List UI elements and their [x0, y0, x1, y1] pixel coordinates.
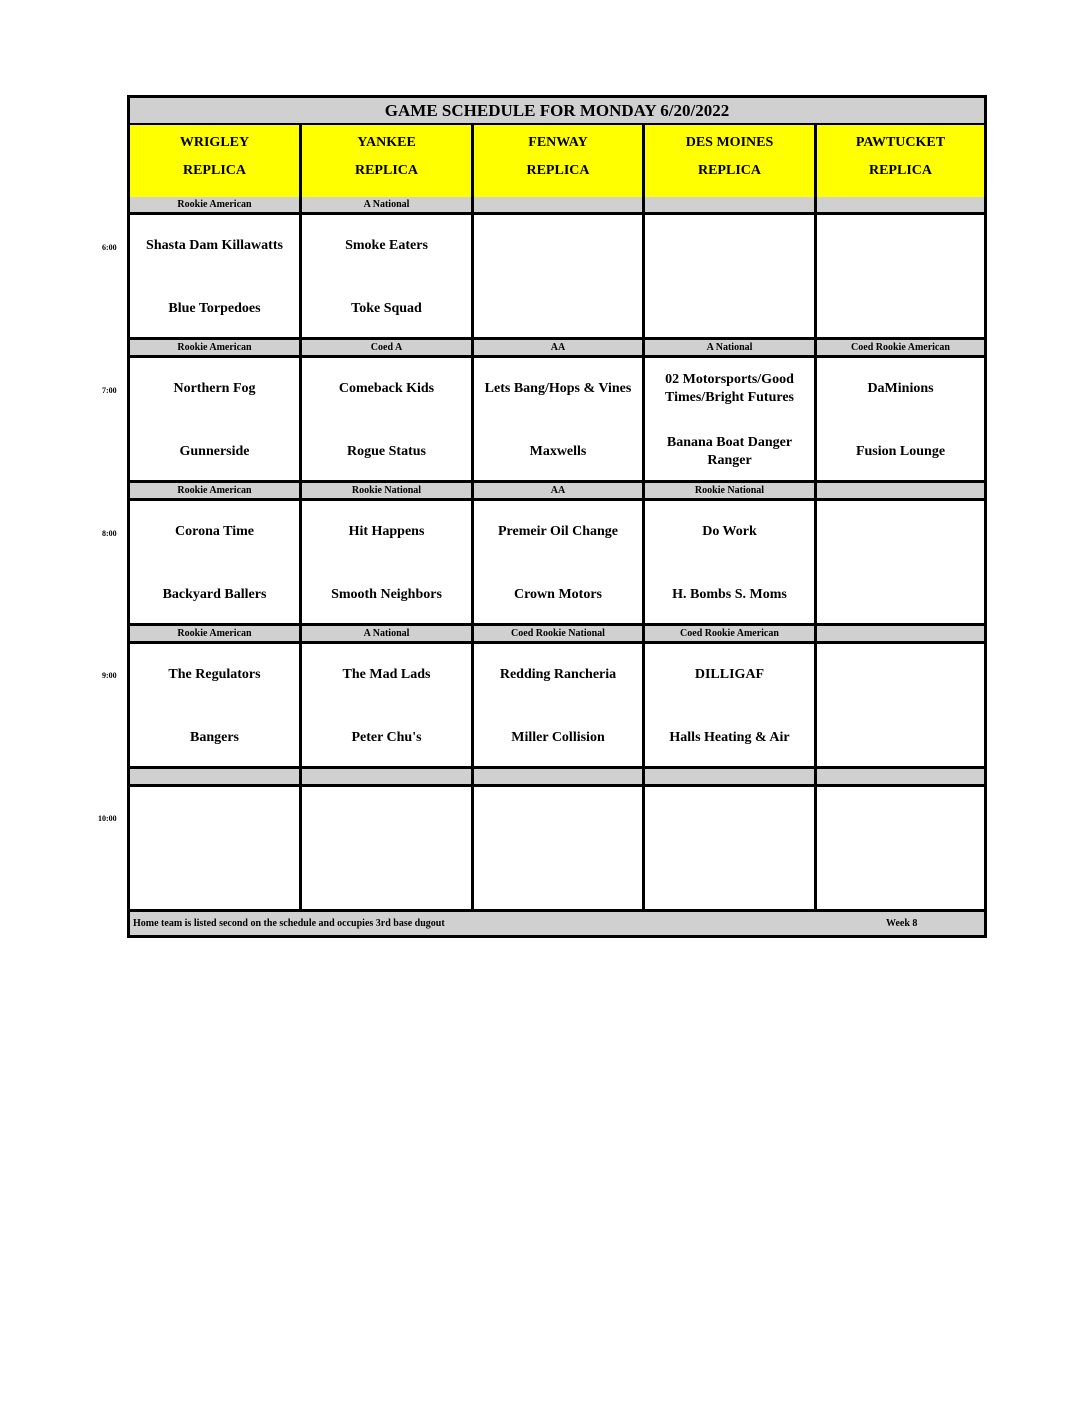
- division-label: Rookie National: [302, 483, 471, 501]
- week-label: Week 8: [886, 918, 918, 929]
- division-label: A National: [302, 197, 471, 215]
- division-label: AA: [474, 483, 642, 501]
- division-label: [474, 197, 642, 215]
- game-cell: [302, 215, 471, 340]
- away-team: The Mad Lads: [342, 667, 431, 682]
- division-label: [817, 626, 984, 644]
- away-team: Northern Fog: [173, 381, 256, 396]
- game-cell: [474, 644, 642, 769]
- home-team: Smooth Neighbors: [331, 587, 442, 602]
- game-cell: [645, 644, 814, 769]
- field-subtitle: REPLICA: [526, 163, 590, 178]
- game-cell: [645, 215, 814, 340]
- home-team: Fusion Lounge: [855, 444, 946, 459]
- field-header-0: [130, 125, 299, 199]
- field-header-2: [474, 125, 642, 199]
- game-cell: [817, 215, 984, 340]
- field-name: DES MOINES: [685, 135, 774, 150]
- game-cell: [302, 787, 471, 912]
- game-cell: [645, 501, 814, 626]
- away-team: Comeback Kids: [338, 381, 435, 396]
- field-header-4: [817, 125, 984, 199]
- game-cell: [474, 215, 642, 340]
- field-subtitle: REPLICA: [868, 163, 932, 178]
- division-label: [817, 769, 984, 787]
- field-subtitle: REPLICA: [697, 163, 761, 178]
- home-team: [817, 718, 984, 758]
- division-label: Rookie American: [130, 483, 299, 501]
- away-team: [474, 226, 642, 266]
- game-cell: [302, 501, 471, 626]
- away-team: The Regulators: [168, 667, 261, 682]
- away-team: Do Work: [702, 524, 757, 539]
- division-label: [130, 769, 299, 787]
- home-team: Bangers: [190, 730, 239, 745]
- home-team: [130, 861, 299, 901]
- division-label: Coed Rookie American: [645, 626, 814, 644]
- field-subtitle: REPLICA: [354, 163, 418, 178]
- division-label: Rookie National: [645, 483, 814, 501]
- time-label: 10:00: [98, 814, 117, 823]
- game-cell: [130, 787, 299, 912]
- schedule-table: [127, 95, 987, 938]
- home-team: [645, 861, 814, 901]
- home-team: Rogue Status: [347, 444, 426, 459]
- home-team: Peter Chu's: [351, 730, 422, 745]
- division-label: [645, 769, 814, 787]
- time-label: 9:00: [102, 671, 117, 680]
- home-team: H. Bombs S. Moms: [672, 587, 787, 602]
- schedule-footer: [130, 912, 984, 935]
- time-label: 7:00: [102, 386, 117, 395]
- game-cell: [817, 787, 984, 912]
- game-cell: [130, 358, 299, 483]
- division-label: Coed Rookie National: [474, 626, 642, 644]
- field-subtitle: REPLICA: [182, 163, 246, 178]
- away-team: [474, 798, 642, 838]
- division-label: Rookie American: [130, 626, 299, 644]
- field-name: YANKEE: [357, 135, 416, 150]
- time-label: 8:00: [102, 529, 117, 538]
- away-team: Premeir Oil Change: [497, 524, 619, 539]
- away-team: [302, 798, 471, 838]
- away-team: Shasta Dam Killawatts: [146, 238, 283, 253]
- away-team: DILLIGAF: [694, 667, 765, 682]
- game-cell: [645, 358, 814, 483]
- division-label: AA: [474, 340, 642, 358]
- away-team: 02 Motorsports/Good Times/Bright Futures: [665, 372, 794, 405]
- away-team: [645, 798, 814, 838]
- home-team: [474, 861, 642, 901]
- home-team: [645, 289, 814, 329]
- home-team: [817, 289, 984, 329]
- division-label: A National: [302, 626, 471, 644]
- home-team: Blue Torpedoes: [168, 301, 261, 316]
- away-team: [817, 512, 984, 552]
- home-team: Halls Heating & Air: [669, 730, 790, 745]
- division-label: Rookie American: [130, 197, 299, 215]
- away-team: DaMinions: [867, 381, 934, 396]
- home-team: Backyard Ballers: [162, 587, 267, 602]
- division-label: A National: [645, 340, 814, 358]
- schedule-title: GAME SCHEDULE FOR MONDAY 6/20/2022: [130, 98, 984, 125]
- game-cell: [817, 644, 984, 769]
- division-label: [645, 197, 814, 215]
- game-cell: [302, 358, 471, 483]
- away-team: Lets Bang/Hops & Vines: [484, 381, 632, 396]
- home-team: Maxwells: [529, 444, 587, 459]
- home-team: Miller Collision: [511, 730, 605, 745]
- away-team: [645, 226, 814, 266]
- home-team: Gunnerside: [179, 444, 250, 459]
- game-cell: [474, 501, 642, 626]
- time-label: 6:00: [102, 243, 117, 252]
- game-cell: [817, 358, 984, 483]
- division-label: [817, 197, 984, 215]
- away-team: [817, 655, 984, 695]
- game-cell: [645, 787, 814, 912]
- home-team: [817, 861, 984, 901]
- game-cell: [302, 644, 471, 769]
- division-label: Coed Rookie American: [817, 340, 984, 358]
- field-name: WRIGLEY: [179, 135, 250, 150]
- home-team: Crown Motors: [513, 587, 602, 602]
- division-label: Coed A: [302, 340, 471, 358]
- away-team: [130, 798, 299, 838]
- division-label: [474, 769, 642, 787]
- division-label: [302, 769, 471, 787]
- away-team: Hit Happens: [348, 524, 425, 539]
- away-team: Redding Rancheria: [499, 667, 617, 682]
- game-cell: [817, 501, 984, 626]
- game-cell: [474, 787, 642, 912]
- home-team: [817, 575, 984, 615]
- field-header-1: [302, 125, 471, 199]
- division-label: Rookie American: [130, 340, 299, 358]
- field-name: PAWTUCKET: [855, 135, 946, 150]
- game-cell: [130, 501, 299, 626]
- home-team: Banana Boat Danger Ranger: [666, 435, 793, 468]
- field-name: FENWAY: [528, 135, 588, 150]
- away-team: [817, 226, 984, 266]
- away-team: [817, 798, 984, 838]
- game-cell: [130, 644, 299, 769]
- footer-note: Home team is listed second on the schedule and occupies 3rd base dugout: [133, 918, 445, 929]
- division-label: [817, 483, 984, 501]
- away-team: Smoke Eaters: [345, 238, 428, 253]
- game-cell: [130, 215, 299, 340]
- home-team: Toke Squad: [351, 301, 422, 316]
- away-team: Corona Time: [175, 524, 254, 539]
- field-header-3: [645, 125, 814, 199]
- home-team: [474, 289, 642, 329]
- home-team: [302, 861, 471, 901]
- game-cell: [474, 358, 642, 483]
